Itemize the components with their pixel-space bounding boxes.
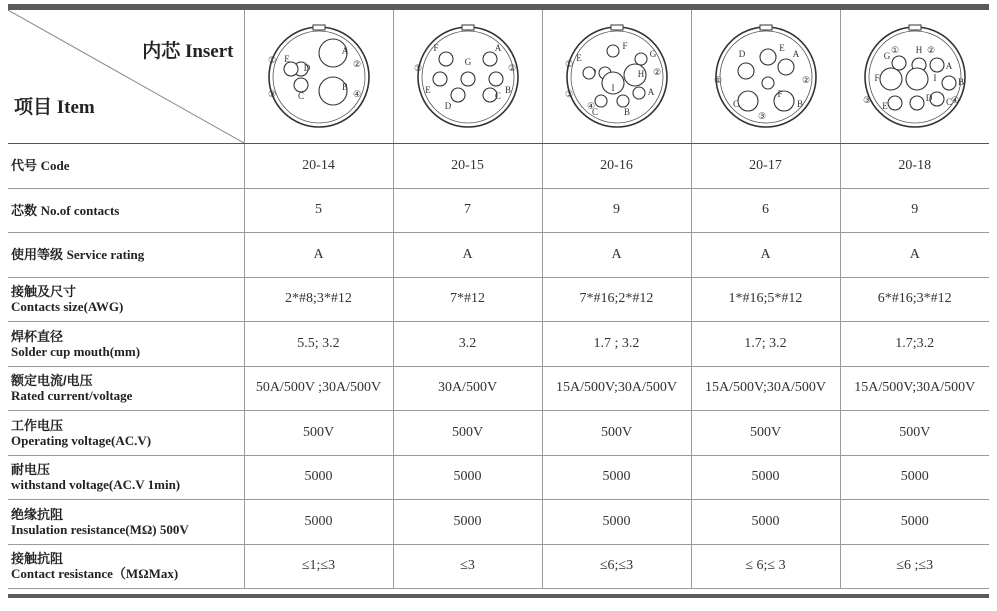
- contact-pin-label: A: [647, 86, 654, 97]
- insert-diagram-20-14: [244, 10, 393, 144]
- row-label-zh: 焊杯直径: [11, 328, 64, 344]
- spec-row-size: [8, 277, 989, 322]
- contact-pin: [930, 58, 944, 72]
- spec-table: [8, 10, 989, 589]
- cell-contact_res: ≤1;≤3: [244, 544, 393, 589]
- contact-pin: [489, 72, 503, 86]
- connector-face-20-17: [711, 22, 821, 132]
- contact-pin-label: A: [792, 48, 799, 59]
- ground-mark: ①: [413, 62, 422, 73]
- contact-pin: [906, 68, 928, 90]
- spec-row-code: [8, 144, 989, 189]
- keyway-notch: [760, 25, 772, 30]
- ground-mark: ④: [950, 94, 959, 105]
- row-label-en: Contact resistance（MΩMax): [11, 566, 179, 582]
- ground-mark: ②: [352, 58, 361, 69]
- cell-size: 2*#8;3*#12: [244, 277, 393, 322]
- contact-pin: [738, 63, 754, 79]
- row-label: [8, 188, 244, 233]
- row-label-zh: 芯数: [11, 202, 38, 218]
- contact-pin-label: H: [915, 44, 922, 55]
- contact-pin: [760, 49, 776, 65]
- contact-pin: [888, 96, 902, 110]
- cell-contact_res: ≤6 ;≤3: [840, 544, 989, 589]
- row-label-zh: 接触抗阻: [11, 551, 64, 567]
- contact-pin-label: D: [303, 62, 310, 73]
- ground-mark: ③: [757, 110, 766, 121]
- row-label: [8, 411, 244, 456]
- cell-insulation: 5000: [542, 500, 691, 545]
- cell-solder: 1.7;3.2: [840, 322, 989, 367]
- keyway-notch: [611, 25, 623, 30]
- row-label-en: No.of contacts: [40, 202, 120, 218]
- contact-pin-label: F: [432, 42, 439, 53]
- item-label: 项目 Item: [14, 97, 95, 118]
- contact-pin-label: D: [738, 48, 745, 59]
- contact-pin-label: G: [649, 48, 656, 59]
- spec-row-operating: [8, 411, 989, 456]
- connector-face-20-15: [413, 22, 523, 132]
- contact-pin-label: B: [341, 81, 348, 92]
- cell-solder: 1.7; 3.2: [691, 322, 840, 367]
- cell-size: 6*#16;3*#12: [840, 277, 989, 322]
- insert-outer-ring: [269, 27, 369, 127]
- contact-pin: [583, 67, 595, 79]
- row-label-en: withstand voltage(AC.V 1min): [11, 477, 181, 493]
- cell-solder: 1.7 ; 3.2: [542, 322, 691, 367]
- ground-mark: ②: [801, 74, 810, 85]
- contact-pin-label: B: [504, 84, 511, 95]
- keyway-notch: [909, 25, 921, 30]
- contact-pin: [633, 87, 645, 99]
- cell-operating: 500V: [542, 411, 691, 456]
- contact-pin-label: E: [778, 42, 785, 53]
- row-label: [8, 144, 244, 189]
- spec-row-rating: [8, 233, 989, 278]
- contact-pin-label: F: [621, 40, 628, 51]
- spec-row-insulation: [8, 500, 989, 545]
- cell-contacts: 5: [244, 188, 393, 233]
- row-label-en: Insulation resistance(MΩ) 500V: [11, 521, 189, 537]
- contact-pin-label: F: [874, 72, 880, 83]
- spec-row-rated: [8, 366, 989, 411]
- contact-pin: [617, 95, 629, 107]
- cell-operating: 500V: [244, 411, 393, 456]
- contact-pin: [451, 88, 465, 102]
- row-label-zh: 耐电压: [11, 462, 51, 478]
- contact-pin-label: E: [283, 53, 290, 64]
- cell-contacts: 6: [691, 188, 840, 233]
- row-label: [8, 544, 244, 589]
- contact-pin: [595, 95, 607, 107]
- row-label-en: Operating voltage(AC.V): [11, 432, 152, 448]
- contact-pin: [738, 91, 758, 111]
- ground-mark: ④: [586, 100, 595, 111]
- row-label-zh: 接触及尺寸: [11, 284, 77, 300]
- row-label-zh: 代号: [11, 158, 38, 174]
- connector-face-20-16: [562, 22, 672, 132]
- insert-header-row: [8, 10, 989, 144]
- ground-mark: ①: [267, 54, 276, 65]
- cell-insulation: 5000: [691, 500, 840, 545]
- contact-pin-label: C: [297, 90, 304, 101]
- cell-contact_res: ≤3: [393, 544, 542, 589]
- insert-label: 内芯 Insert: [142, 41, 234, 62]
- cell-contacts: 9: [542, 188, 691, 233]
- contact-pin: [778, 59, 794, 75]
- contact-pin-label: C: [945, 96, 952, 107]
- contact-pin-label: E: [424, 84, 431, 95]
- cell-code: 20-14: [244, 144, 393, 189]
- contact-pin: [294, 78, 308, 92]
- cell-withstand: 5000: [691, 455, 840, 500]
- cell-rating: A: [542, 233, 691, 278]
- row-label-zh: 使用等级: [11, 247, 64, 263]
- cell-withstand: 5000: [393, 455, 542, 500]
- cell-size: 1*#16;5*#12: [691, 277, 840, 322]
- contact-pin: [892, 56, 906, 70]
- cell-rating: A: [244, 233, 393, 278]
- contact-pin-label: G: [883, 50, 890, 61]
- contact-pin: [607, 45, 619, 57]
- cell-code: 20-18: [840, 144, 989, 189]
- ground-mark: ③: [564, 88, 573, 99]
- cell-rating: A: [691, 233, 840, 278]
- row-label: [8, 233, 244, 278]
- cell-insulation: 5000: [244, 500, 393, 545]
- cell-insulation: 5000: [393, 500, 542, 545]
- row-label-zh: 绝缘抗阻: [11, 506, 64, 522]
- contact-pin-label: C: [494, 90, 501, 101]
- contact-pin-label: H: [637, 68, 644, 79]
- insert-diagram-20-16: [542, 10, 691, 144]
- row-label-en: Code: [40, 158, 70, 174]
- contact-pin: [284, 62, 298, 76]
- ground-mark: ②: [652, 66, 661, 77]
- bottom-rule: [8, 594, 989, 598]
- cell-withstand: 5000: [840, 455, 989, 500]
- cell-withstand: 5000: [244, 455, 393, 500]
- cell-code: 20-17: [691, 144, 840, 189]
- ground-mark: ①: [564, 58, 573, 69]
- cell-operating: 500V: [840, 411, 989, 456]
- contact-pin-label: A: [945, 60, 952, 71]
- cell-rated: 15A/500V;30A/500V: [840, 366, 989, 411]
- cell-rated: 50A/500V ;30A/500V: [244, 366, 393, 411]
- ground-mark: ①: [713, 74, 722, 85]
- row-label-zh: 额定电流/电压: [11, 373, 93, 389]
- cell-operating: 500V: [691, 411, 840, 456]
- cell-rated: 15A/500V;30A/500V: [542, 366, 691, 411]
- row-label: [8, 322, 244, 367]
- insert-diagram-20-18: [840, 10, 989, 144]
- ground-mark: ③: [862, 94, 871, 105]
- cell-rated: 30A/500V: [393, 366, 542, 411]
- contact-pin: [483, 52, 497, 66]
- spec-row-contact_res: [8, 544, 989, 589]
- spec-row-solder: [8, 322, 989, 367]
- contact-pin-label: A: [341, 45, 348, 56]
- contact-pin-label: E: [882, 100, 888, 111]
- spec-row-withstand: [8, 455, 989, 500]
- cell-size: 7*#16;2*#12: [542, 277, 691, 322]
- contact-pin-label: A: [494, 42, 501, 53]
- cell-contact_res: ≤ 6;≤ 3: [691, 544, 840, 589]
- contact-pin: [461, 72, 475, 86]
- ground-mark: ①: [890, 44, 899, 55]
- spec-row-contacts: [8, 188, 989, 233]
- cell-operating: 500V: [393, 411, 542, 456]
- row-label: [8, 500, 244, 545]
- contact-pin: [762, 77, 774, 89]
- row-label: [8, 366, 244, 411]
- cell-code: 20-15: [393, 144, 542, 189]
- contact-pin: [635, 53, 647, 65]
- contact-pin: [910, 96, 924, 110]
- contact-pin-label: B: [796, 98, 803, 109]
- contact-pin-label: D: [444, 100, 451, 111]
- contact-pin-label: C: [591, 106, 598, 117]
- contact-pin-label: D: [925, 92, 932, 103]
- cell-solder: 3.2: [393, 322, 542, 367]
- cell-contacts: 7: [393, 188, 542, 233]
- row-label-en: Rated current/voltage: [11, 388, 133, 404]
- contact-pin: [433, 72, 447, 86]
- contact-pin-label: I: [933, 72, 937, 83]
- insert-diagram-20-15: [393, 10, 542, 144]
- insert-diagram-20-17: [691, 10, 840, 144]
- keyway-notch: [462, 25, 474, 30]
- cell-contacts: 9: [840, 188, 989, 233]
- cell-rated: 15A/500V;30A/500V: [691, 366, 840, 411]
- keyway-notch: [313, 25, 325, 30]
- corner-diagonal: [8, 10, 244, 143]
- cell-withstand: 5000: [542, 455, 691, 500]
- insert-inner-ring: [273, 31, 365, 123]
- cell-size: 7*#12: [393, 277, 542, 322]
- cell-rating: A: [840, 233, 989, 278]
- row-label-zh: 工作电压: [11, 417, 64, 433]
- contact-pin-label: F: [776, 88, 783, 99]
- row-label-en: Solder cup mouth(mm): [11, 343, 141, 359]
- cell-solder: 5.5; 3.2: [244, 322, 393, 367]
- cell-contact_res: ≤6;≤3: [542, 544, 691, 589]
- ground-mark: ③: [267, 88, 276, 99]
- contact-pin-label: E: [575, 52, 582, 63]
- row-label-en: Contacts size(AWG): [11, 299, 124, 315]
- row-label-en: Service rating: [66, 247, 145, 263]
- cell-insulation: 5000: [840, 500, 989, 545]
- row-label: [8, 277, 244, 322]
- ground-mark: ②: [507, 62, 516, 73]
- row-label: [8, 455, 244, 500]
- contact-pin-label: B: [623, 106, 630, 117]
- connector-face-20-14: [264, 22, 374, 132]
- contact-pin-label: B: [957, 76, 964, 87]
- contact-pin: [942, 76, 956, 90]
- contact-pin: [880, 68, 902, 90]
- ground-mark: ②: [926, 44, 935, 55]
- cell-rating: A: [393, 233, 542, 278]
- contact-pin: [439, 52, 453, 66]
- cell-code: 20-16: [542, 144, 691, 189]
- ground-mark: ④: [352, 88, 361, 99]
- contact-pin-label: C: [732, 98, 739, 109]
- header-corner-cell: [8, 10, 244, 144]
- connector-face-20-18: [860, 22, 970, 132]
- contact-pin-label: G: [464, 56, 471, 67]
- contact-pin-label: I: [611, 82, 614, 93]
